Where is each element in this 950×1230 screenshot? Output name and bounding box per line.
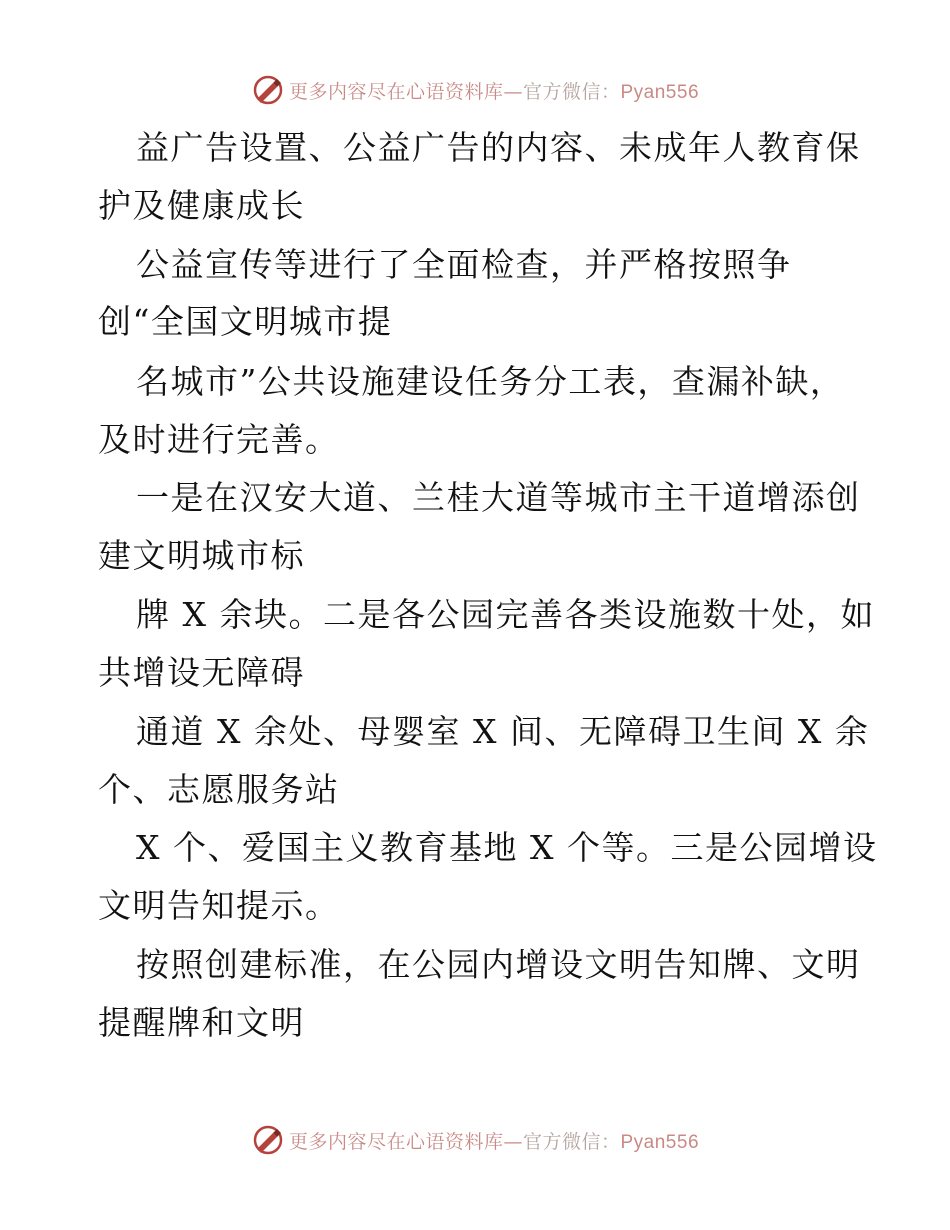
paragraph-line: 及时进行完善。: [98, 420, 340, 459]
footer-banner: [0, 1118, 950, 1162]
paragraph-line: 创“全国文明城市提: [98, 302, 393, 341]
pen-circle-logo-icon: [251, 1123, 285, 1157]
paragraph-line: 建文明城市标: [98, 536, 305, 575]
paragraph-line: 个、志愿服务站: [98, 770, 340, 809]
pen-circle-logo-icon: [251, 73, 285, 107]
paragraph-line: 共增设无障碍: [98, 653, 305, 692]
banner-wechat-label: 官方微信：: [522, 1130, 621, 1153]
paragraph-line: 提醒牌和文明: [98, 1003, 305, 1042]
paragraph-line: 公益宣传等进行了全面检查，并严格按照争: [136, 245, 792, 284]
paragraph-line: 益广告设置、公益广告的内容、未成年人教育保: [136, 128, 861, 167]
paragraph-line: X 个、爱国主义教育基地 X 个等。三是公园增设: [136, 828, 878, 867]
banner-text: [289, 1127, 699, 1154]
banner-dash: —: [503, 1130, 523, 1153]
paragraph-line: 护及健康成长: [98, 186, 305, 225]
paragraph-line: 一是在汉安大道、兰桂大道等城市主干道增添创: [136, 478, 861, 517]
banner-site-text: 更多内容尽在心语资料库: [288, 80, 504, 103]
header-banner: [0, 68, 950, 112]
paragraph-line: 牌 X 余块。二是各公园完善各类设施数十处，如: [136, 595, 875, 634]
paragraph-line: 文明告知提示。: [98, 886, 340, 925]
paragraph-line: 通道 X 余处、母婴室 X 间、无障碍卫生间 X 余: [136, 712, 870, 751]
paragraph-line: 名城市”公共设施建设任务分工表，查漏补缺，: [136, 362, 845, 401]
banner-text: [289, 77, 699, 104]
banner-wechat-id: Pyan556: [620, 1131, 700, 1153]
paragraph-line: 按照创建标准，在公园内增设文明告知牌、文明: [136, 945, 861, 984]
banner-site-text: 更多内容尽在心语资料库: [288, 1130, 504, 1153]
banner-wechat-label: 官方微信：: [522, 80, 621, 103]
banner-wechat-id: Pyan556: [620, 81, 700, 103]
banner-dash: —: [503, 80, 523, 103]
